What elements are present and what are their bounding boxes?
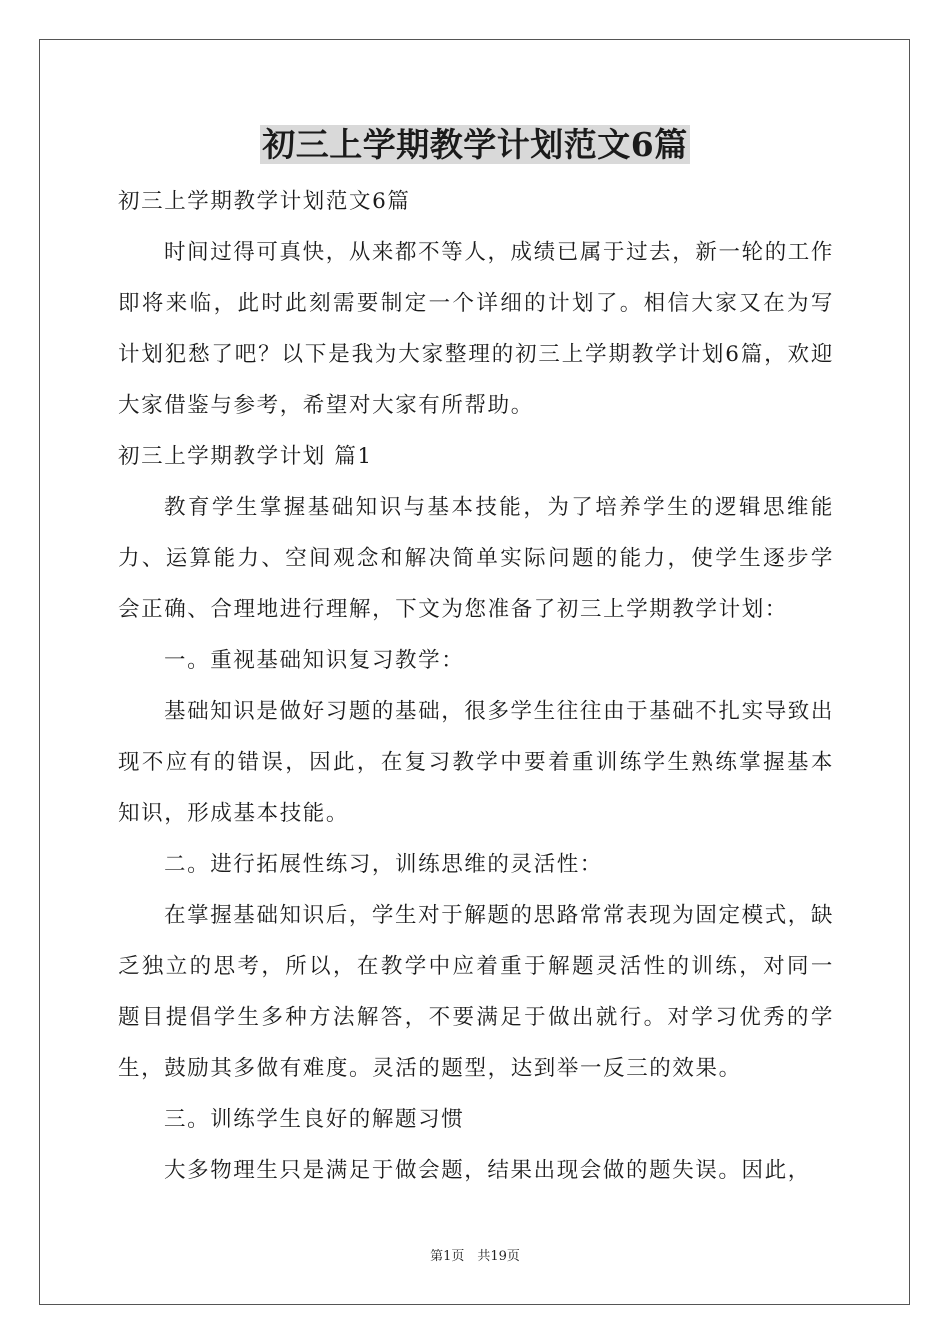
paragraph: 在掌握基础知识后，学生对于解题的思路常常表现为固定模式，缺乏独立的思考，所以，在教学中应着重于解题灵活性的训练，对同一题目提倡学生多种方法解答，不要满足于做出就行。对学习优秀的学生，鼓励其多做有难度。灵活的题型，达到举一反三的效果。 [118, 903, 834, 1081]
paragraph: 三。训练学生良好的解题习惯 [164, 1107, 465, 1132]
page-footer: 第1页 共19页 [430, 1249, 520, 1264]
document-title-text: 初三上学期教学计划范文6篇 [262, 125, 688, 164]
paragraph: 大多物理生只是满足于做会题，结果出现会做的题失误。因此， [164, 1158, 811, 1183]
paragraph: 初三上学期教学计划 篇1 [118, 444, 373, 469]
document-body [118, 176, 834, 1196]
paragraph: 二。进行拓展性练习，训练思维的灵活性： [164, 852, 603, 877]
paragraph: 教育学生掌握基础知识与基本技能，为了培养学生的逻辑思维能力、运算能力、空间观念和解决简单实际问题的能力，使学生逐步学会正确、合理地进行理解，下文为您准备了初三上学期教学计划： [118, 495, 834, 622]
paragraph: 初三上学期教学计划范文6篇 [118, 189, 411, 214]
paragraph: 基础知识是做好习题的基础，很多学生往往由于基础不扎实导致出现不应有的错误，因此，在复习教学中要着重训练学生熟练掌握基本知识，形成基本技能。 [118, 699, 834, 826]
document-title [0, 123, 950, 167]
paragraph: 时间过得可真快，从来都不等人，成绩已属于过去，新一轮的工作即将来临，此时此刻需要制定一个详细的计划了。相信大家又在为写计划犯愁了吧？以下是我为大家整理的初三上学期教学计划6篇，欢迎大家借鉴与参考，希望对大家有所帮助。 [118, 240, 834, 418]
paragraph: 一。重视基础知识复习教学： [164, 648, 465, 673]
